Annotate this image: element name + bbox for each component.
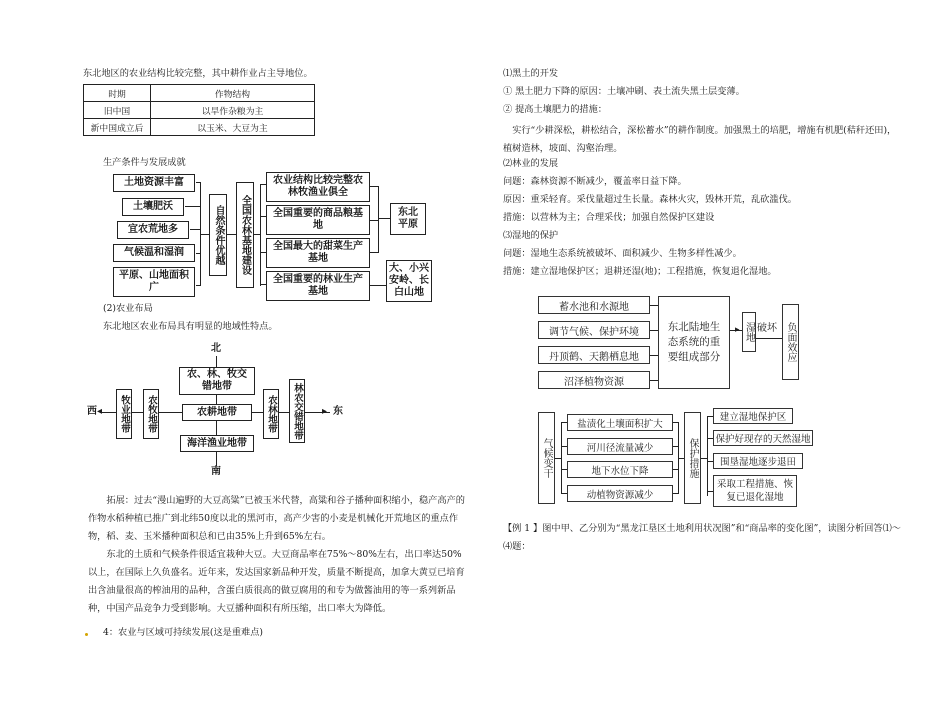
cond-box: 宜农荒地多 xyxy=(117,221,189,239)
forestry-measures: 措施：以营林为主；合理采伐；加强自然保护区建设 xyxy=(503,212,715,223)
example-question: 【例 1 】图中甲、乙分别为“黑龙江垦区土地利用状况图”和“商品率的变化图”，读图分析回答⑴～⑷题： xyxy=(503,523,901,552)
achievement-box: 全国最大的甜菜生产基地 xyxy=(266,238,370,268)
climate-box: 气候变干 xyxy=(538,412,555,504)
fertility-decline-reason: ① 黑土肥力下降的原因：土壤冲刷、表土流失黑土层变薄。 xyxy=(503,86,745,97)
wetland-heading: ⑶湿地的保护 xyxy=(503,230,559,241)
wetland-measures: 措施：建立湿地保护区；退耕还湿(地)；工程措施，恢复退化湿地。 xyxy=(503,266,777,277)
subheading-layout: (2)农业布局 xyxy=(103,303,153,314)
protection-box: 保护措施 xyxy=(684,412,701,504)
cond-box: 土地资源丰富 xyxy=(113,174,195,192)
zone-west-1: 牧业地带 xyxy=(116,389,132,439)
table-cell: 新中国成立后 xyxy=(84,119,151,136)
problem-box: 地下水位下降 xyxy=(567,461,673,478)
subheading-conditions: 生产条件与发展成就 xyxy=(103,157,186,168)
measure-box: 围垦湿地逐步退田 xyxy=(713,453,803,469)
forestry-problem: 问题：森林资源不断减少，覆盖率日益下降。 xyxy=(503,176,687,187)
fertility-measures-heading: ② 提高土壤肥力的措施： xyxy=(503,104,607,115)
achievement-box: 全国重要的林业生产基地 xyxy=(266,271,370,301)
role-box: 蓄水池和水源地 xyxy=(538,296,650,314)
cond-box: 土壤肥沃 xyxy=(122,198,184,216)
northeast-plain-box: 东北平原 xyxy=(390,203,426,235)
black-soil-heading: ⑴黑土的开发 xyxy=(503,68,559,79)
zone-west-2: 农牧地带 xyxy=(143,389,159,439)
problem-box: 盐渍化土壤面积扩大 xyxy=(567,414,673,431)
base-construction-box: 全国农林基地建设 xyxy=(236,182,254,288)
cond-box: 平原、山地面积广 xyxy=(113,267,195,297)
table-header: 时期 xyxy=(84,85,151,102)
problem-box: 动植物资源减少 xyxy=(567,485,673,502)
east-label: 东 xyxy=(333,406,343,417)
center-zone-box: 农耕地带 xyxy=(182,404,252,421)
bullet-dot xyxy=(85,633,88,636)
table-cell: 以旱作杂粮为主 xyxy=(151,102,315,119)
measure-box: 采取工程措施、恢复已退化湿地 xyxy=(713,475,797,507)
layout-diagram: 北 农、林、牧交错地带 西 ◂ ▸ 东 牧业地带 农牧地带 农耕地带 农林地带 林农交错地带 海洋渔业地带 南 xyxy=(87,343,343,477)
mountains-box: 大、小兴安岭、长白山地 xyxy=(386,260,432,302)
table-cell: 以玉米、大豆为主 xyxy=(151,119,315,136)
extension-paragraph: 拓展：过去“漫山遍野的大豆高粱”已被玉米代替，高粱和谷子播种面积缩小，稳产高产的作物水稻种植已推广到北纬50度以北的黑河市，高产少害的小麦是机械化开荒地区的重点作物，稻、麦、玉米播种面积总和已由35%上升到65%左右。 xyxy=(88,495,465,542)
soybean-paragraph: 东北的土质和气候条件很适宜栽种大豆。大豆商品率在75%～80%左右，出口率达50%以上，在国际上久负盛名。近年来，发达国家新品种开发，质量不断提高，加拿大黄豆已培育出含油量很高的榨油用的品种，含蛋白质很高的做豆腐用的和专为做酱油用的等一系列新品种，中国产品竞争力受到影响。大豆播种面积有所压缩，出口率大为降低。 xyxy=(88,549,465,614)
measure-box: 保护好现存的天然湿地 xyxy=(713,430,813,446)
role-box: 丹顶鹤、天鹅栖息地 xyxy=(538,346,650,364)
wetland-box: 湿地 xyxy=(742,312,756,352)
destruction-label: 破坏 xyxy=(757,323,777,334)
achievement-box: 农业结构比较完整农林牧渔业俱全 xyxy=(266,172,370,202)
layout-intro: 东北地区农业布局具有明显的地域性特点。 xyxy=(103,321,278,332)
conditions-diagram xyxy=(112,170,432,302)
top-zone-box: 农、林、牧交错地带 xyxy=(179,367,255,395)
ecosystem-box: 东北陆地生态系统的重要组成部分 xyxy=(658,296,730,389)
north-label: 北 xyxy=(211,343,221,354)
wetland-role-diagram: 蓄水池和水源地 调节气候、保护环境 丹顶鹤、天鹅栖息地 沼泽植物资源 东北陆地生态系统的重要组成部分 ▸ 湿地 破坏 负面效应 xyxy=(537,294,807,390)
zone-east-2: 林农交错地带 xyxy=(289,379,305,443)
section-4-heading: 4：农业与区域可持续发展(这是重难点) xyxy=(103,627,264,638)
cond-box: 气候温和湿润 xyxy=(113,244,195,262)
measure-box: 建立湿地保护区 xyxy=(713,408,793,424)
problem-box: 河川径流量减少 xyxy=(567,438,673,455)
bottom-zone-box: 海洋渔业地带 xyxy=(180,435,254,452)
tillage-paragraph: 实行“少耕深松，耕松结合，深松蓄水”的耕作制度。加强黑土的培肥，增施有机肥(秸秆还田)，植树造林，坡面、沟壑治理。 xyxy=(503,125,897,154)
negative-effect-box: 负面效应 xyxy=(782,304,799,380)
role-box: 调节气候、保护环境 xyxy=(538,321,650,339)
south-label: 南 xyxy=(211,466,221,477)
achievement-box: 全国重要的商品粮基地 xyxy=(266,205,370,235)
zone-east-1: 农林地带 xyxy=(263,389,279,439)
wetland-problem: 问题：湿地生态系统被破坏、面积减少、生物多样性减少。 xyxy=(503,248,742,259)
table-cell: 旧中国 xyxy=(84,102,151,119)
wetland-protection-diagram xyxy=(537,406,817,510)
table-header: 作物结构 xyxy=(151,85,315,102)
crop-structure-table xyxy=(83,84,315,136)
intro-text: 东北地区的农业结构比较完整，其中耕作业占主导地位。 xyxy=(83,68,313,79)
role-box: 沼泽植物资源 xyxy=(538,371,650,389)
forestry-cause: 原因：重采轻育。采伐量超过生长量。森林火灾，毁林开荒，乱砍滥伐。 xyxy=(503,194,797,205)
west-label: 西 xyxy=(87,406,97,417)
natural-conditions-box: 自然条件优越 xyxy=(209,194,227,276)
forestry-heading: ⑵林业的发展 xyxy=(503,158,559,169)
